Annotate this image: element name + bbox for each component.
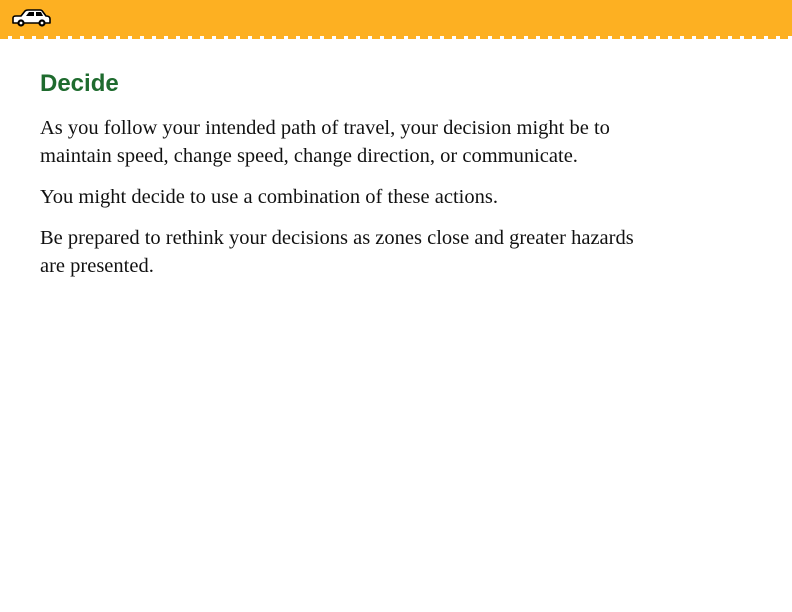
- header-band: [0, 0, 792, 36]
- paragraph: As you follow your intended path of travel, your decision might be to maintain speed, change speed, change direction, or communicate.: [40, 117, 610, 167]
- paragraph: You might decide to use a combination of these actions.: [40, 186, 498, 208]
- header-band-edge: [0, 36, 792, 39]
- paragraph: Be prepared to rethink your decisions as zones close and greater hazards are presented.: [40, 227, 634, 277]
- car-icon: [10, 8, 52, 28]
- page-title: Decide: [40, 70, 119, 97]
- body-text: [40, 114, 640, 293]
